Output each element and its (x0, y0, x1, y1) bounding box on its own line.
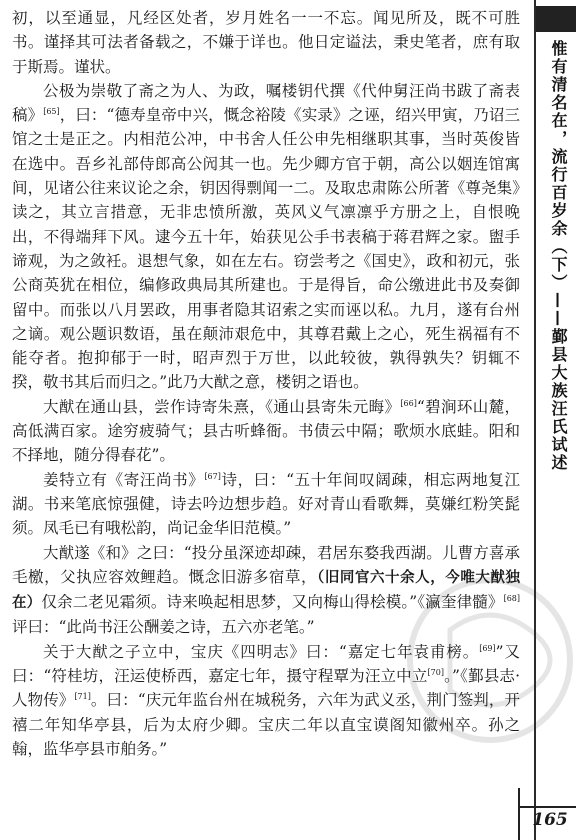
page-number: 165 (532, 810, 568, 830)
page-number-rule (518, 788, 520, 840)
text-run: 评曰：“此尚书汪公酬姜之诗，五六亦老笔。” (12, 618, 315, 637)
text-run: 。”《鄞县志·人物传》 (12, 667, 520, 710)
paragraph (12, 468, 520, 541)
text-run: 公极为崇敬了斋之为人、为政，嘱楼钥代撰《代仲舅汪尚书跋了斋表稿》 (12, 81, 520, 125)
page-number-rule-h (520, 806, 576, 808)
paragraph (12, 6, 520, 79)
text-run: “碧涧环山麓，高低满百家。途穷疲骑气；县古听蜂衙。书债云中隔；歌烦水底蛙。阳和不择地，随分得春花”。 (12, 397, 520, 465)
text-run: 姜特立有《寄汪尚书》 (43, 470, 205, 489)
text-run: 大猷在通山县，尝作诗寄朱熹，《通山县寄朱元晦》 (43, 397, 401, 416)
text-run: ”又曰：“符桂坊，汪运使桥西，嘉定七年，摄守程覃为汪立中立 (12, 642, 520, 686)
text-run: 仅余二老见霜须。诗来唤起相思梦，又向梅山得桧模。”《瀛奎律髓》 (41, 593, 504, 612)
footnote-ref: [70] (427, 667, 444, 677)
footnote-ref: [68] (503, 593, 520, 603)
side-tab-marker (536, 6, 576, 32)
text-run: 大猷遂《和》之曰：“投分虽深迹却疎，君居东婺我西湖。儿曹方喜承毛檄，父执应容效鲤趋。慨念旧游多宿草， (12, 543, 520, 586)
footnote-ref: [66] (400, 398, 417, 408)
text-run: ，曰：“德寿皇帝中兴，慨念裕陵《实录》之诬，绍兴甲寅，乃诏三馆之士是正之。内相范公冲，中书舍人任公申先相继职其事，当时英俊皆在选中。吾乡礼部侍郎高公闶其一也。先少卿方官于朝，高公以姻连馆寓间，见诸公往来议论之余，钥因得剽闻一二。及取忠肃陈公所著《尊尧集》读之，其立言措意，无非忠愤所激，英风义气凛凛乎方册之上，自恨晚出，不得端拜下风。逮今五十年，始获见公手书表稿于蒋君辉之家。盥手谛观，为之敛衽。退想气象，如在左右。窃尝考之《国史》，政和初元，张公商英犹在相位，编修政典局其所建也。于是得旨，命公缴进此书及奏御留中。而张以八月罢政，用事者隐其诏索之实而诬以私。九月，遂有台州之谪。观公题识数语，虽在颠沛艰危中，其尊君戴上之心，死生祸福有不能夺者。抱抑郁于一时，昭声烈于万世，以此较彼，孰得孰失？钥辄不揆，敬书其后而归之。”此乃大猷之意，楼钥之语也。 (12, 106, 520, 392)
inline-note: （旧同官六十余人，今唯大猷独在） (12, 569, 520, 612)
footnote-ref: [71] (74, 692, 91, 702)
footnote-ref: [67] (204, 471, 221, 481)
running-chapter-title: 惟有清名在，流行百岁余（下）——鄞县大族汪氏试述 (549, 40, 568, 472)
paragraph (12, 395, 520, 468)
side-divider (534, 0, 536, 840)
text-run: 初，以至通显，凡经区处者，岁月姓名一一不忘。闻见所及，既不可胜书。谨择其可法者备载之，不嫌于详也。他日定谥法，秉史笔者，庶有取于斯焉。谨状。 (12, 9, 520, 76)
text-run: 。曰：“庆元年监台州在城税务，六年为武义丞，荆门签判，开禧二年知华亭县，后为太府少卿。宝庆二年以直宝谟阁知徽州卒。孙之翰，监华亭县市舶务。” (12, 691, 520, 758)
body-text (12, 6, 520, 761)
text-run: 诗，曰：“五十年间叹阔疎，相忘两地复江湖。书来笔底惊强健，诗去吟边想步趋。好对青山看歌舞，莫嫌红粉笑髭须。凤毛已有哦松韵，尚记金华旧范模。” (12, 470, 520, 538)
text-run: 关于大猷之子立中，宝庆《四明志》曰：“嘉定七年袁甫榜。 (43, 642, 480, 661)
footnote-ref: [69] (479, 643, 496, 653)
paragraph (12, 79, 520, 395)
paragraph (12, 640, 520, 761)
footnote-ref: [65] (43, 107, 60, 117)
paragraph (12, 541, 520, 640)
